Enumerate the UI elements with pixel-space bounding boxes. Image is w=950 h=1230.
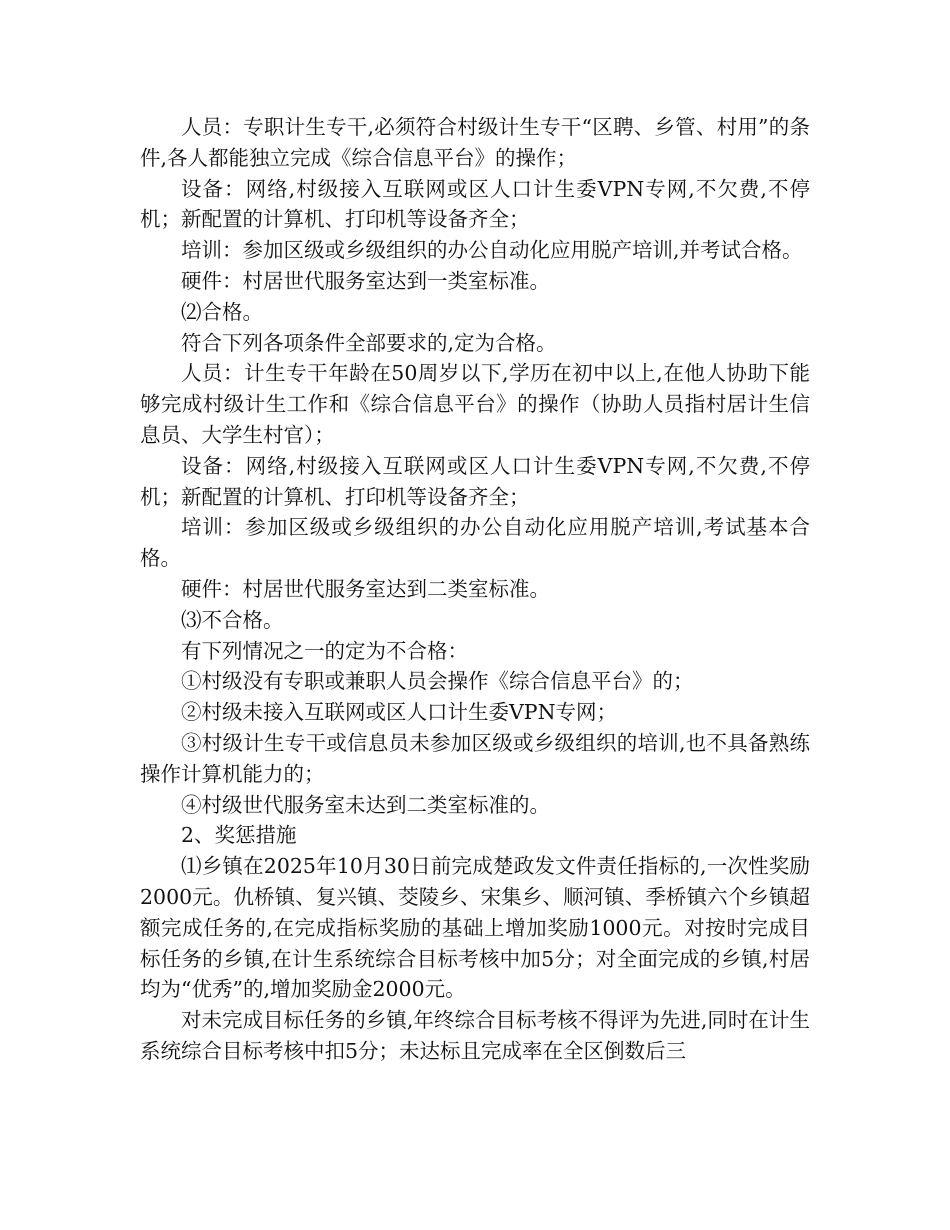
paragraph-personnel-2: 人员：计生专干年龄在50周岁以下,学历在初中以上,在他人协助下能够完成村级计生工作和《综合信息平台》的操作（协助人员指村居计生信息员、大学生村官）； (140, 361, 810, 447)
paragraph-qualified-intro: 符合下列各项条件全部要求的,定为合格。 (181, 330, 557, 355)
list-item-1: ①村级没有专职或兼职人员会操作《综合信息平台》的； (181, 669, 694, 694)
paragraph-training-1: 培训：参加区级或乡级组织的办公自动化应用脱产培训,并考试合格。 (181, 238, 803, 263)
paragraph-unqualified-intro: 有下列情况之一的定为不合格： (181, 638, 468, 663)
paragraph-training-2: 培训：参加区级或乡级组织的办公自动化应用脱产培训,考试基本合格。 (140, 515, 810, 571)
paragraph-equipment-2: 设备：网络,村级接入互联网或区人口计生委VPN专网,不欠费,不停机；新配置的计算机、打印机等设备齐全； (140, 453, 810, 509)
heading-qualified: ⑵合格。 (181, 299, 263, 324)
paragraph-hardware-2: 硬件：村居世代服务室达到二类室标准。 (181, 576, 550, 601)
paragraph-penalties: 对未完成目标任务的乡镇,年终综合目标考核不得评为先进,同时在计生系统综合目标考核中扣5分；未达标且完成率在全区倒数后三 (140, 1008, 810, 1063)
list-item-3: ③村级计生专干或信息员未参加区级或乡级组织的培训,也不具备熟练操作计算机能力的； (140, 730, 810, 786)
section-heading-rewards: 2、奖惩措施 (181, 823, 297, 848)
list-item-2: ②村级未接入互联网或区人口计生委VPN专网； (181, 700, 618, 725)
paragraph-personnel-1: 人员：专职计生专干,必须符合村级计生专干“区聘、乡管、村用”的条件,各人都能独立完成《综合信息平台》的操作； (140, 115, 810, 170)
heading-unqualified: ⑶不合格。 (181, 607, 284, 632)
list-item-4: ④村级世代服务室未达到二类室标准的。 (181, 792, 550, 817)
document-body (140, 112, 810, 1067)
paragraph-equipment-1: 设备：网络,村级接入互联网或区人口计生委VPN专网,不欠费,不停机；新配置的计算机、打印机等设备齐全； (140, 176, 810, 232)
paragraph-hardware-1: 硬件：村居世代服务室达到一类室标准。 (181, 268, 550, 293)
paragraph-rewards: ⑴乡镇在2025年10月30日前完成楚政发文件责任指标的,一次性奖励2000元。仇桥镇、复兴镇、茭陵乡、宋集乡、顺河镇、季桥镇六个乡镇超额完成任务的,在完成指标奖励的基础上增加奖励1000元。对按时完成目标任务的乡镇,在计生系统综合目标考核中加5分；对全面完成的乡镇,村居均为“优秀”的,增加奖励金2000元。 (140, 854, 810, 1002)
